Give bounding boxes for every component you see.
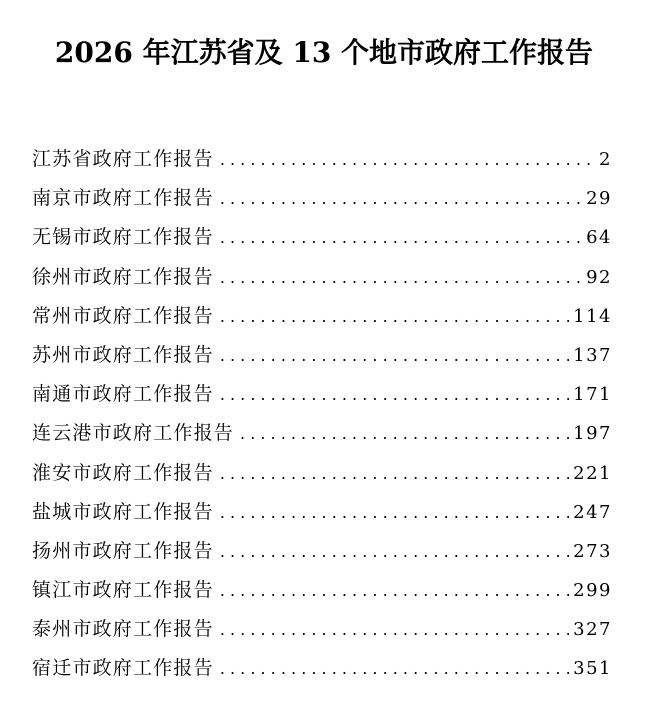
toc-entry-title: 盐城市政府工作报告 [32, 500, 214, 523]
dot-leader [240, 419, 569, 449]
toc-entry-wuxi[interactable] [32, 222, 612, 261]
toc-entry-zhenjiang[interactable] [32, 575, 612, 614]
toc-entry-lianyungang[interactable] [32, 418, 612, 457]
dot-leader [220, 263, 582, 293]
toc-entry-title: 常州市政府工作报告 [32, 304, 214, 327]
dot-leader [220, 341, 569, 371]
toc-entry-page: 2 [599, 149, 612, 170]
dot-leader [220, 576, 569, 606]
toc-entry-taizhou[interactable] [32, 614, 612, 653]
toc-entry-changzhou[interactable] [32, 301, 612, 340]
toc-entry-page: 92 [586, 266, 612, 288]
toc-entry-page: 351 [573, 658, 612, 680]
toc-entry-page: 247 [573, 501, 612, 523]
toc-entry-page: 197 [573, 423, 612, 445]
toc-entry-title: 江苏省政府工作报告 [32, 148, 214, 170]
toc-entry-page: 114 [573, 305, 612, 327]
toc-entry-page: 299 [573, 580, 612, 602]
toc-entry-suqian[interactable] [32, 653, 612, 692]
toc-entry-page: 137 [573, 344, 612, 366]
dot-leader [220, 184, 582, 214]
document-title: 2026 年江苏省及 13 个地市政府工作报告 [54, 35, 594, 69]
table-of-contents [32, 144, 612, 693]
dot-leader [220, 498, 569, 528]
dot-leader [220, 302, 569, 332]
toc-entry-nanjing[interactable] [32, 183, 612, 222]
dot-leader [220, 145, 595, 175]
toc-entry-suzhou[interactable] [32, 340, 612, 379]
toc-entry-title: 南通市政府工作报告 [32, 383, 214, 406]
dot-leader [220, 615, 569, 645]
toc-entry-title: 连云港市政府工作报告 [32, 422, 235, 445]
toc-entry-nantong[interactable] [32, 379, 612, 418]
toc-entry-title: 南京市政府工作报告 [32, 187, 214, 210]
toc-entry-page: 221 [573, 462, 612, 484]
dot-leader [220, 380, 569, 410]
toc-entry-title: 淮安市政府工作报告 [32, 461, 214, 484]
dot-leader [220, 459, 569, 489]
toc-entry-title: 扬州市政府工作报告 [32, 539, 214, 562]
dot-leader [220, 223, 582, 253]
toc-entry-page: 64 [586, 227, 612, 249]
toc-entry-page: 171 [573, 384, 612, 406]
toc-entry-page: 29 [586, 188, 612, 210]
toc-entry-yancheng[interactable] [32, 497, 612, 536]
toc-entry-title: 宿迁市政府工作报告 [32, 657, 214, 680]
dot-leader [220, 654, 569, 684]
toc-entry-yangzhou[interactable] [32, 536, 612, 575]
toc-entry-page: 327 [573, 619, 612, 641]
toc-entry-xuzhou[interactable] [32, 262, 612, 301]
toc-entry-title: 苏州市政府工作报告 [32, 343, 214, 366]
toc-entry-title: 徐州市政府工作报告 [32, 265, 214, 288]
dot-leader [220, 537, 569, 567]
toc-entry-jiangsu[interactable] [32, 144, 612, 183]
toc-entry-title: 泰州市政府工作报告 [32, 618, 214, 641]
toc-entry-title: 无锡市政府工作报告 [32, 226, 214, 249]
toc-entry-huaian[interactable] [32, 458, 612, 497]
toc-entry-title: 镇江市政府工作报告 [32, 579, 214, 602]
toc-entry-page: 273 [573, 540, 612, 562]
